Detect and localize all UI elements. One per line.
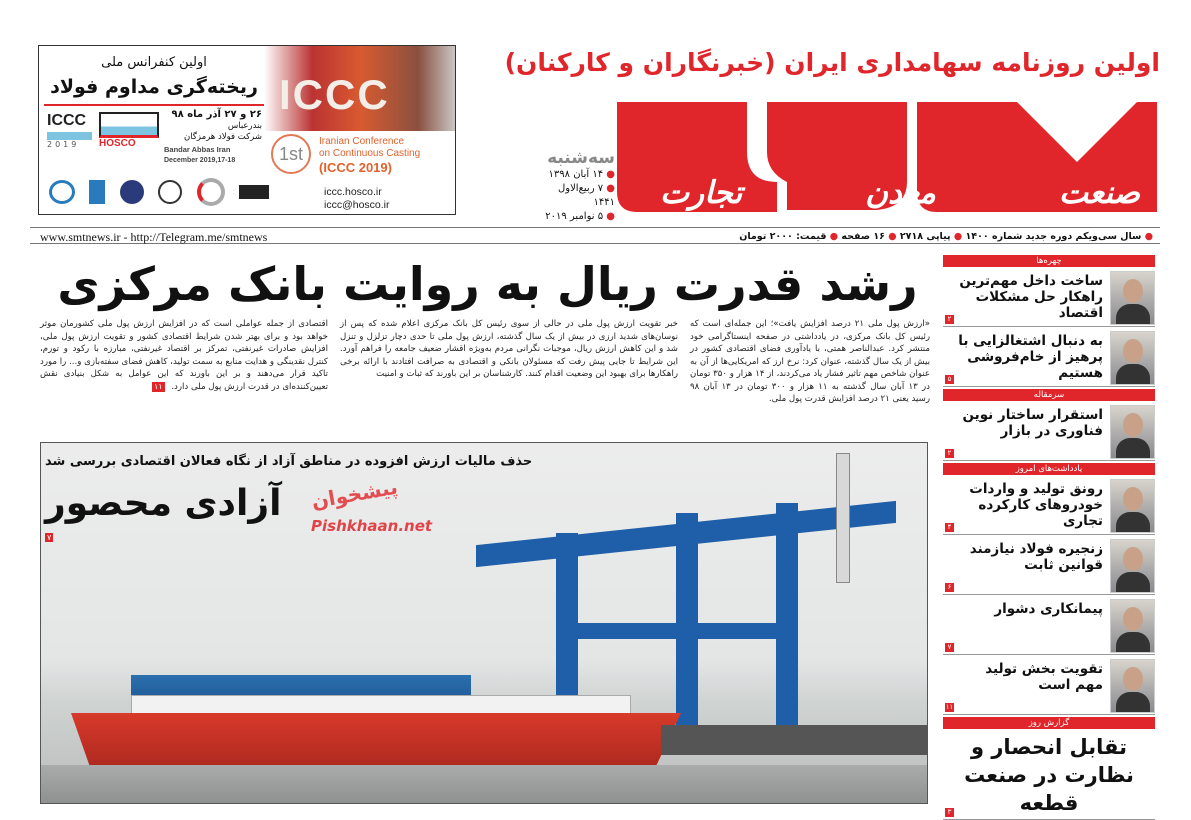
lead-photo[interactable]	[40, 442, 928, 804]
section-header: گزارش روز	[943, 717, 1155, 729]
issue-info: ● سال سی‌ویکم دوره جدید شماره ۱۴۰۰ ● پیاپی ۲۷۱۸ ● ۱۶ صفحه ● قیمت: ۲۰۰۰ تومان	[739, 231, 1153, 242]
page-ref[interactable]: ۷	[47, 533, 52, 542]
date-gregorian: ۵ نوامبر ۲۰۱۹	[545, 211, 604, 222]
article-column-middle: خبر تقویت ارزش پول ملی در حالی از سوی رئیس کل بانک مرکزی اعلام شده که پس از نوسان‌های شدید ارزی در بیش از یک سال گذشته، ارزش پول ملی تا حدی دچار تزلزل و تنزل شد و این کاهش ارزش ریال، موجبات نگرانی مردم به‌ویژه اقشار ضعیف جامعه را فراهم آورد. این شرایط تا جایی پیش رفت که مسئولان بانکی و اقتصادی به صرافت افتادند با ارائه برخی راهکارها برای بهبود این وضعیت اقدام کنند. کارشناسان بر این باورند که ثبات و امنیت	[340, 319, 678, 379]
web-links[interactable]: www.smtnews.ir - http://Telegram.me/smtnews	[40, 230, 268, 244]
avatar	[1110, 271, 1155, 325]
conference-ad[interactable]	[38, 45, 456, 215]
item-title: ساخت داخل مهم‌ترین راهکار حل مشکلات اقتصاد	[959, 273, 1103, 321]
ad-city-fa: بندرعباس	[227, 120, 262, 131]
page-ref: ۵	[945, 375, 954, 384]
date-solar: ۱۴ آبان ۱۳۹۸	[548, 169, 604, 180]
avatar	[1110, 405, 1155, 459]
report-item[interactable]	[943, 733, 1155, 820]
page-count: ۱۶ صفحه	[841, 231, 885, 242]
section-header: سرمقاله	[943, 389, 1155, 401]
page-ref: ۲	[945, 315, 954, 324]
photo-title[interactable]: آزادی محصور	[45, 483, 282, 524]
article-column-left: اقتصادی از جمله عواملی است که در افزایش ارزش پول ملی کشورمان موثر خواهد بود و برای بهتر شدن شرایط اقتصادی کشور و تقویت ارزش پول ملی، افزایش صادرات غیرنفتی، تمرکز بر اقتصاد غیرنفتی، مبارزه با رکود و تورم، کنترل نقدینگی و هدایت منابع به سمت تولید، کاهش فضای سفته‌بازی و... را مورد تاکید قرار می‌دهند و بر این باورند که این عوامل به شکل بنیادی نقش تعیین‌کننده‌ای در قدرت ارزش پول ملی دارد.	[40, 319, 328, 392]
watermark-fa: پیشخوان	[309, 474, 400, 514]
avatar	[1110, 479, 1155, 533]
section-header: چهره‌ها	[943, 255, 1155, 267]
watermark: Pishkhaan.net	[311, 517, 433, 535]
avatar	[1110, 331, 1155, 385]
page-ref: ۱۱	[945, 703, 954, 711]
item-title: تقویت بخش تولید مهم است	[985, 661, 1103, 693]
logo-word-tejarat: تجارت	[660, 175, 743, 211]
masthead-tagline: اولین روزنامه سهامداری ایران (خبرنگاران و کارکنان)	[504, 48, 1160, 77]
avatar	[1110, 659, 1155, 713]
report-title: تقابل انحصار و نظارت در صنعت قطعه	[964, 735, 1134, 815]
item-title: استقرار ساختار نوین فناوری در بازار	[962, 407, 1103, 439]
item-title: پیمانکاری دشوار	[994, 601, 1103, 617]
page-ref: ۷	[945, 643, 954, 652]
divider	[30, 227, 1160, 228]
article-column-left-wrap	[40, 318, 328, 393]
item-title: رونق تولید و واردات خودروهای کارکرده تجاری	[969, 481, 1103, 529]
sidebar	[943, 255, 1155, 820]
water	[41, 765, 928, 804]
photo-kicker[interactable]: حذف مالیات ارزش افزوده در مناطق آزاد از نگاه فعالان اقتصادی بررسی شد	[45, 454, 533, 469]
page-ref: ۴	[945, 523, 954, 532]
item-title: زنجیره فولاد نیازمند قوانین ثابت	[969, 541, 1103, 573]
ad-conf-en-2: on Continuous Casting	[319, 148, 421, 159]
ad-logo-text: ICCC	[279, 71, 390, 118]
issue-number: پیاپی ۲۷۱۸	[899, 231, 951, 242]
list-item[interactable]	[943, 537, 1155, 595]
list-item[interactable]	[943, 403, 1155, 461]
ship	[71, 695, 681, 765]
ad-date-fa: ۲۶ و ۲۷ آذر ماه ۹۸	[171, 109, 262, 120]
ad-conf-en-3: (ICCC 2019)	[319, 160, 392, 175]
list-item[interactable]	[943, 477, 1155, 535]
page-ref: ۲	[945, 449, 954, 458]
iccc-year: 2019	[47, 140, 80, 149]
avatar	[1110, 599, 1155, 653]
date-box: سه‌شنبه ● ۱۴ آبان ۱۳۹۸ ● ۷ ربیع‌الاول ۱۴۴۱ ● ۵ نوامبر ۲۰۱۹	[540, 148, 615, 224]
page-ref: ۳	[945, 808, 954, 817]
article-column-right: «ارزش پول ملی ۲۱ درصد افزایش یافت»؛ این جمله‌ای است که رئیس کل بانک مرکزی، در یادداشتی در صفحه اینستاگرامی خود منتشر کرد. عبدالناصر همتی، با یادآوری فضای اقتصادی کشور در بیش از یک سال گذشته، عنوان کرد: نرخ ارز که امریکایی‌ها از آن به عنوان شاخص مهم تاثیر فشار یاد می‌کردند، از ۱۴ هزار و ۳۵۰ تومان در ۱۳ آبان سال گذشته به ۱۱ هزار و ۳۰۰ تومان در ۱۳ آبان ۹۸ رسید یعنی ۲۱ درصد افزایش قدرت پول ملی.	[690, 319, 930, 404]
ad-city-en: Bandar Abbas Iran	[164, 144, 231, 154]
iccc-logo: ICCC	[47, 112, 87, 129]
page-ref: ۶	[945, 583, 954, 592]
day-name: سه‌شنبه	[547, 148, 615, 168]
list-item[interactable]	[943, 597, 1155, 655]
price: قیمت: ۲۰۰۰ تومان	[739, 231, 827, 242]
issue-year: سال سی‌ویکم دوره جدید شماره ۱۴۰۰	[965, 231, 1142, 242]
item-title: به دنبال اشتغالزایی با پرهیز از خام‌فروشی هستیم	[958, 333, 1103, 381]
list-item[interactable]	[943, 329, 1155, 387]
ad-title-big: ریخته‌گری مداوم فولاد	[50, 76, 258, 98]
ad-email-link[interactable]: iccc@hosco.ir	[324, 199, 390, 211]
sponsor-logos	[49, 178, 269, 206]
ad-company-fa: شرکت فولاد هرمزگان	[184, 132, 262, 142]
ad-title-small: اولین کنفرانس ملی	[101, 55, 207, 70]
page-ref[interactable]: ۱۱	[153, 381, 163, 391]
ad-date-en: December 2019,17-18	[164, 157, 236, 164]
pier	[661, 725, 928, 755]
list-item[interactable]	[943, 269, 1155, 327]
main-headline[interactable]: رشد قدرت ریال به روایت بانک مرکزی	[57, 257, 918, 311]
ad-first: 1st	[271, 134, 311, 174]
section-header: یادداشت‌های امروز	[943, 463, 1155, 475]
ad-site-link[interactable]: iccc.hosco.ir	[324, 186, 382, 198]
hosco-logo: HOSCO	[99, 138, 136, 149]
ad-conf-en-1: Iranian Conference	[319, 136, 405, 147]
logo-word-sanat: صنعت	[1058, 175, 1140, 211]
logo-word-madan: معدن	[865, 175, 936, 211]
avatar	[1110, 539, 1155, 593]
list-item[interactable]	[943, 657, 1155, 715]
date-lunar: ۷ ربیع‌الاول ۱۴۴۱	[558, 183, 615, 208]
